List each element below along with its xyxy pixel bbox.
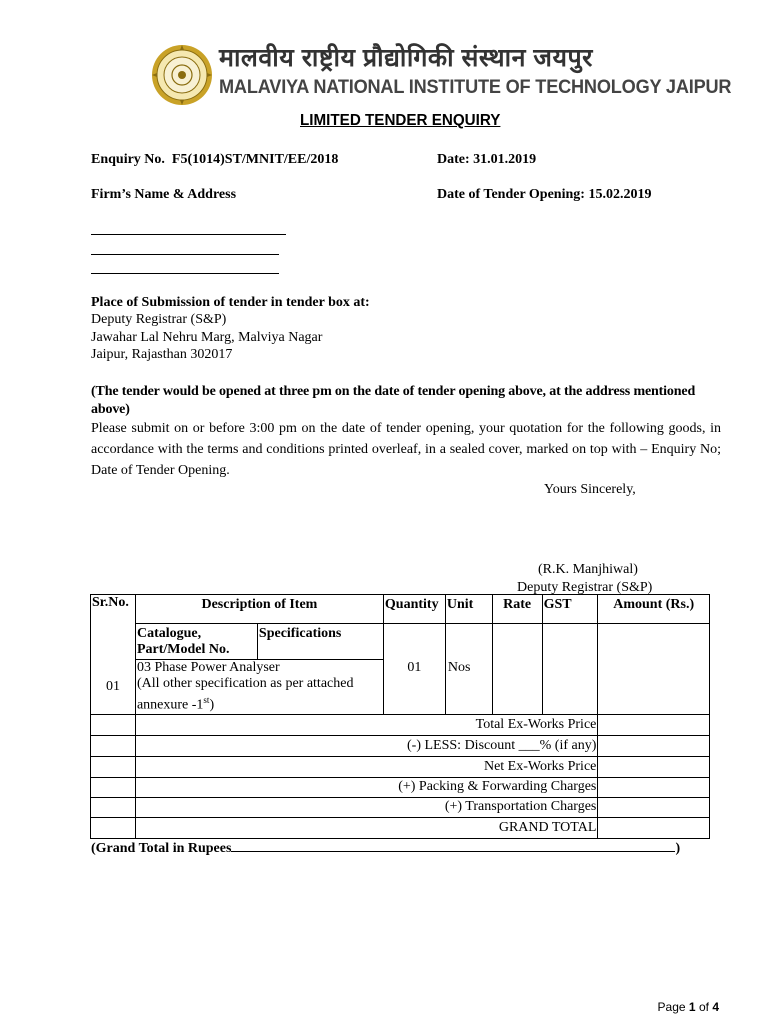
header-srno: Sr.No. xyxy=(91,595,136,624)
item-desc-line2: (All other specification as per attached annexure -1 xyxy=(136,676,354,713)
page-number xyxy=(658,1000,719,1014)
unit-cell xyxy=(445,624,492,660)
enquiry-label: Enquiry No. xyxy=(91,152,165,167)
grand-total-label: (Grand Total in Rupees xyxy=(91,841,232,856)
signatory-designation: Deputy Registrar (S&P) xyxy=(517,580,653,595)
table-subheader-row xyxy=(91,624,710,660)
summary-row xyxy=(91,735,710,756)
document-title: LIMITED TENDER ENQUIRY xyxy=(300,112,501,129)
item-desc-line1: 03 Phase Power Analyser xyxy=(136,660,280,675)
firm-address-line xyxy=(91,234,286,235)
grand-total-blank xyxy=(231,838,675,852)
opening-note: (The tender would be opened at three pm on the date of tender opening above, at the address mentioned above) xyxy=(91,384,696,417)
summary-label: Total Ex-Works Price xyxy=(135,714,597,735)
item-unit: Nos xyxy=(445,660,492,715)
rate-cell xyxy=(492,624,542,660)
summary-row xyxy=(91,797,710,817)
page-total: 4 xyxy=(712,1000,719,1014)
signatory-name: (R.K. Manjhiwal) xyxy=(538,562,638,577)
firm-address-line xyxy=(91,254,279,255)
summary-amount xyxy=(598,735,710,756)
submission-line: Jawahar Lal Nehru Marg, Malviya Nagar xyxy=(91,330,323,345)
item-gst xyxy=(542,660,598,715)
item-desc-end: ) xyxy=(209,697,215,713)
item-desc-sup: st xyxy=(203,695,210,705)
summary-row xyxy=(91,714,710,735)
summary-row xyxy=(91,777,710,797)
table-header-row xyxy=(91,595,710,624)
summary-label: (+) Packing & Forwarding Charges xyxy=(135,777,597,797)
tender-opening-date xyxy=(437,187,651,203)
summary-srno xyxy=(91,777,136,797)
enquiry-value: F5(1014)ST/MNIT/EE/2018 xyxy=(171,152,339,167)
item-quantity: 01 xyxy=(383,660,445,715)
summary-srno xyxy=(91,756,136,777)
grand-total-words xyxy=(91,838,680,857)
summary-srno xyxy=(91,735,136,756)
summary-srno xyxy=(91,797,136,817)
grand-total-end: ) xyxy=(675,841,681,856)
summary-amount xyxy=(598,756,710,777)
quantity-cell xyxy=(383,624,445,660)
institute-english-name: MALAVIYA NATIONAL INSTITUTE OF TECHNOLOGY JAIPUR xyxy=(219,76,732,98)
header-amount: Amount (Rs.) xyxy=(598,595,710,624)
srno-cell xyxy=(91,624,136,660)
subheader-specifications: Specifications xyxy=(257,624,383,660)
summary-label: (-) LESS: Discount ___% (if any) xyxy=(135,735,597,756)
header-quantity: Quantity xyxy=(383,595,445,624)
summary-row xyxy=(91,756,710,777)
date-label: Date: xyxy=(437,152,470,167)
submission-line: Jaipur, Rajasthan 302017 xyxy=(91,347,233,362)
item-amount xyxy=(598,660,710,715)
page-current: 1 xyxy=(688,1000,696,1014)
items-table xyxy=(90,594,710,839)
item-rate xyxy=(492,660,542,715)
summary-amount xyxy=(598,817,710,838)
firm-label: Firm’s Name & Address xyxy=(91,187,237,202)
submission-line: Deputy Registrar (S&P) xyxy=(91,312,227,327)
header-unit: Unit xyxy=(445,595,492,624)
summary-row xyxy=(91,817,710,838)
date-value: 31.01.2019 xyxy=(473,152,537,167)
item-srno: 01 xyxy=(91,660,136,715)
closing-salutation: Yours Sincerely, xyxy=(544,482,636,497)
gst-cell xyxy=(542,624,598,660)
firm-address-line xyxy=(91,273,279,274)
header-description: Description of Item xyxy=(135,595,383,624)
institute-hindi-name: मालवीय राष्ट्रीय प्रौद्योगिकी संस्थान जयपुर xyxy=(219,44,593,72)
summary-label: GRAND TOTAL xyxy=(135,817,597,838)
enquiry-number xyxy=(91,152,338,168)
summary-label: (+) Transportation Charges xyxy=(135,797,597,817)
mnit-emblem-icon xyxy=(151,44,213,106)
table-row xyxy=(91,660,710,715)
page-of: of xyxy=(698,1000,709,1014)
summary-srno xyxy=(91,817,136,838)
summary-amount xyxy=(598,777,710,797)
opening-value: 15.02.2019 xyxy=(588,187,652,202)
header-gst: GST xyxy=(542,595,598,624)
subheader-catalogue: Catalogue, Part/Model No. xyxy=(135,624,257,660)
opening-label: Date of Tender Opening: xyxy=(437,187,585,202)
page-label: Page xyxy=(657,1000,686,1014)
header-rate: Rate xyxy=(492,595,542,624)
summary-srno xyxy=(91,714,136,735)
summary-amount xyxy=(598,714,710,735)
summary-label: Net Ex-Works Price xyxy=(135,756,597,777)
instruction-paragraph: Please submit on or before 3:00 pm on the date of tender opening, your quotation for the following goods, in accordance with the terms and conditions printed overleaf, in a sealed cover, marked on top with – Enquiry No; Date of Tender Opening. xyxy=(91,421,721,478)
item-description xyxy=(135,660,383,715)
enquiry-date xyxy=(437,152,536,168)
submission-heading: Place of Submission of tender in tender box at: xyxy=(91,295,370,310)
amount-cell xyxy=(598,624,710,660)
summary-amount xyxy=(598,797,710,817)
